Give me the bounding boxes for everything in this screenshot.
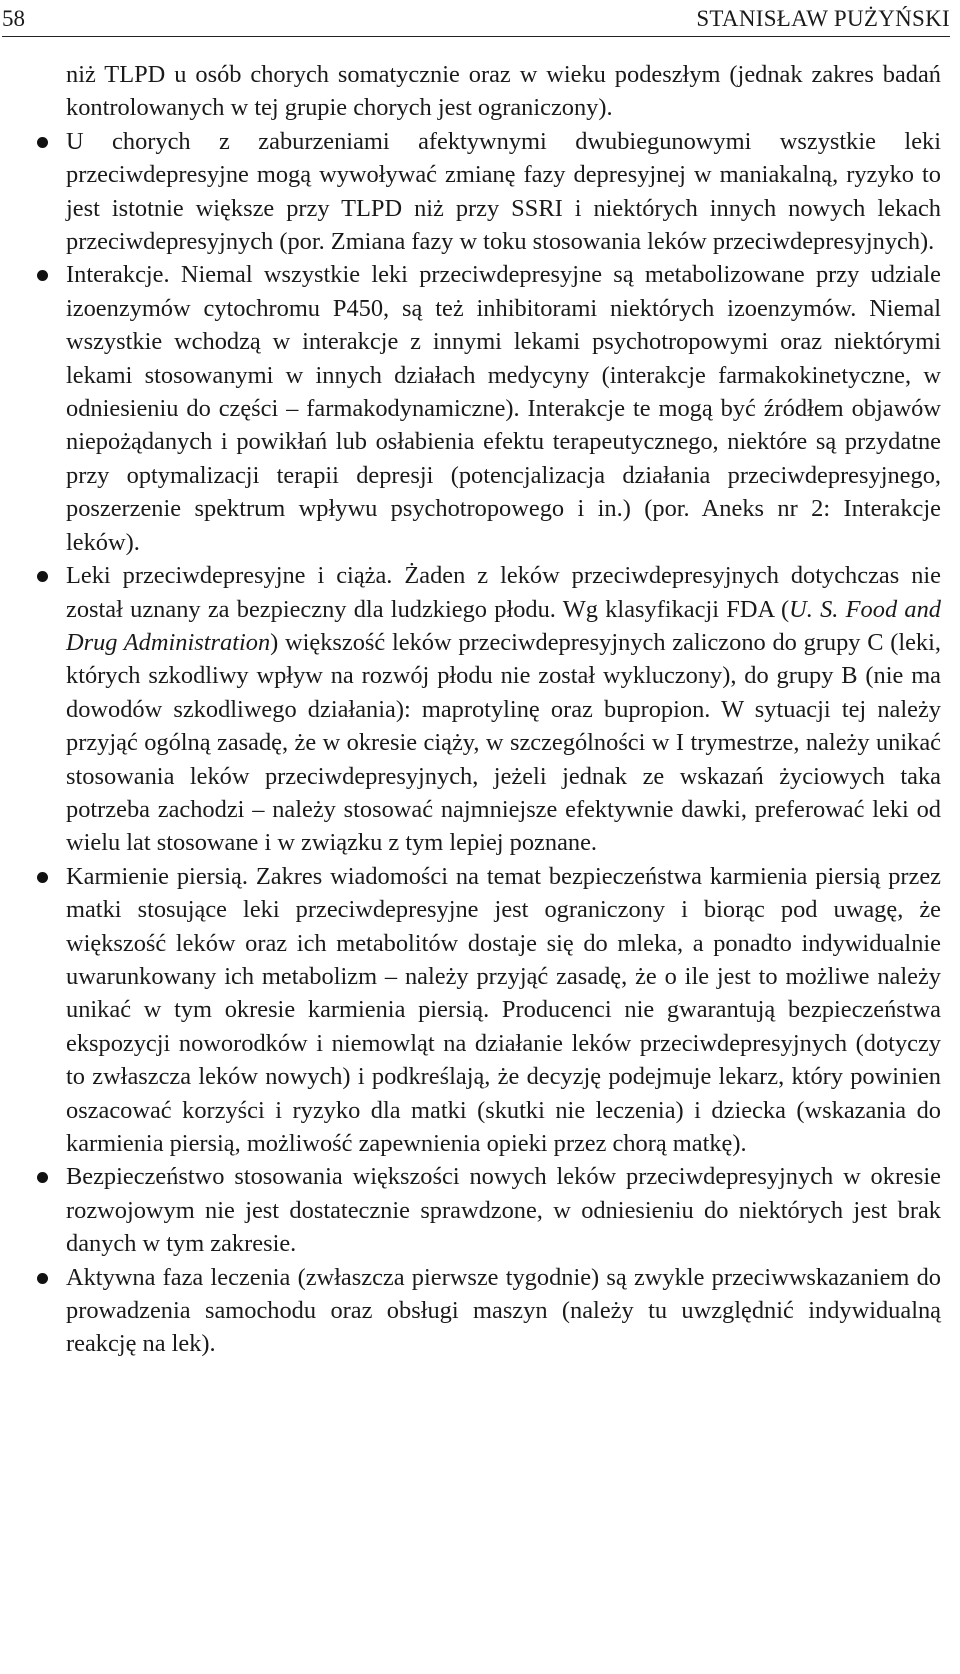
bullet-dot-icon [37,571,48,582]
bullet-item-interactions [66,258,941,559]
bullet-dot-icon [37,270,48,281]
bullet-dot-icon [37,137,48,148]
bullet-list [66,125,941,1361]
bullet-item-pregnancy [66,559,941,860]
bullet-dot-icon [37,1273,48,1284]
bullet-text: Karmienie piersią. Zakres wiadomości na temat bezpieczeństwa karmienia piersią przez matki stosujące leki przeciwdepresyjne jest ograniczony i biorąc pod uwagę, że większość leków oraz ich metabolitów dostaje się do mleka, a ponadto indywidualnie uwarunkowany ich metabolizm – należy przyjąć zasadę, że o ile jest to możliwe należy unikać w tym okresie karmienia piersią. Producenci nie gwarantują bezpieczeństwa ekspozycji noworodków i niemowląt na działanie leków przeciwdepresyjnych (dotyczy to zwłaszcza leków nowych) i podkreślają, że decyzję podejmuje lekarz, który powinien oszacować korzyści i ryzyko dla matki (skutki nie leczenia) i dziecka (wskazania do karmienia piersią, możliwość zapewnienia opieki przez chorą matkę). [66,862,941,1157]
bullet-text-after: ) większość leków przeciwdepresyjnych zaliczono do grupy C (leki, których szkodliwy wpływ na rozwój płodu nie został wykluczony), do grupy B (nie ma dowodów szkodliwego działania): maprotylinę oraz bupropion. W sytuacji tej należy przyjąć ogólną zasadę, że w okresie ciąży, w szczególności w I trymestrze, należy unikać stosowania leków przeciwdepresyjnych, jeżeli jednak ze wskazań życiowych taka potrzeba zachodzi – należy stosować najmniejsze efektywnie dawki, preferować leki od wielu lat stosowane i w związku z tym lepiej poznane. [66,628,942,857]
bullet-text: U chorych z zaburzeniami afektywnymi dwubiegunowymi wszystkie leki przeciwdepresyjne mogą wywoływać zmianę fazy depresyjnej w maniakalną, ryzyko to jest istotnie większe przy TLPD niż przy SSRI i niektórych innych nowych lekach przeciwdepresyjnych (por. Zmiana fazy w toku stosowania leków przeciwdepresyjnych). [66,127,941,256]
bullet-text: Aktywna faza leczenia (zwłaszcza pierwsze tygodnie) są zwykle przeciwwskazaniem do prowadzenia samochodu oraz obsługi maszyn (należy tu uwzględnić indywidualną reakcję na lek). [66,1263,941,1358]
running-head: STANISŁAW PUŻYŃSKI [696,6,950,31]
bullet-text: Interakcje. Niemal wszystkie leki przeciwdepresyjne są metabolizowane przy udziale izoenzymów cytochromu P450, są też inhibitorami niektórych izoenzymów. Niemal wszystkie wchodzą w interakcje z innymi lekami psychotropowymi oraz niektórymi lekami stosowanymi w innych działach medycyny (interakcje farmakokinetyczne, w odniesieniu do części – farmakodynamiczne). Interakcje te mogą być źródłem objawów niepożądanych i powikłań lub osłabienia efektu terapeutycznego, niektóre są przydatne przy optymalizacji terapii depresji (potencjalizacja działania przeciwdepresyjnego, poszerzenie spektrum wpływu psychotropowego i in.) (por. Aneks nr 2: Interakcje leków). [66,261,941,556]
bullet-text-before: Leki przeciwdepresyjne i ciąża. Żaden z leków przeciwdepresyjnych dotychczas nie został uznany za bezpieczny dla ludzkiego płodu. Wg klasyfikacji FDA ( [66,562,941,623]
bullet-item-breastfeeding [66,860,941,1161]
bullet-item-development-safety [66,1160,941,1260]
page-header [2,0,950,37]
continuation-paragraph: niż TLPD u osób chorych somatycznie oraz w wieku podeszłym (jednak zakres badań kontrolowanych w tej grupie chorych jest ograniczony). [66,61,941,122]
page-body [66,58,941,1361]
bullet-item-bipolar [66,125,941,259]
bullet-dot-icon [37,872,48,883]
page-number: 58 [2,6,25,31]
bullet-dot-icon [37,1172,48,1183]
bullet-item-driving [66,1261,941,1361]
bullet-text: Bezpieczeństwo stosowania większości nowych leków przeciwdepresyjnych w okresie rozwojowym nie jest dostatecznie sprawdzone, w odniesieniu do niektórych jest brak danych w tym zakresie. [66,1163,941,1258]
bullet-text-italic: U. S. Food and Drug Administration [66,595,941,656]
